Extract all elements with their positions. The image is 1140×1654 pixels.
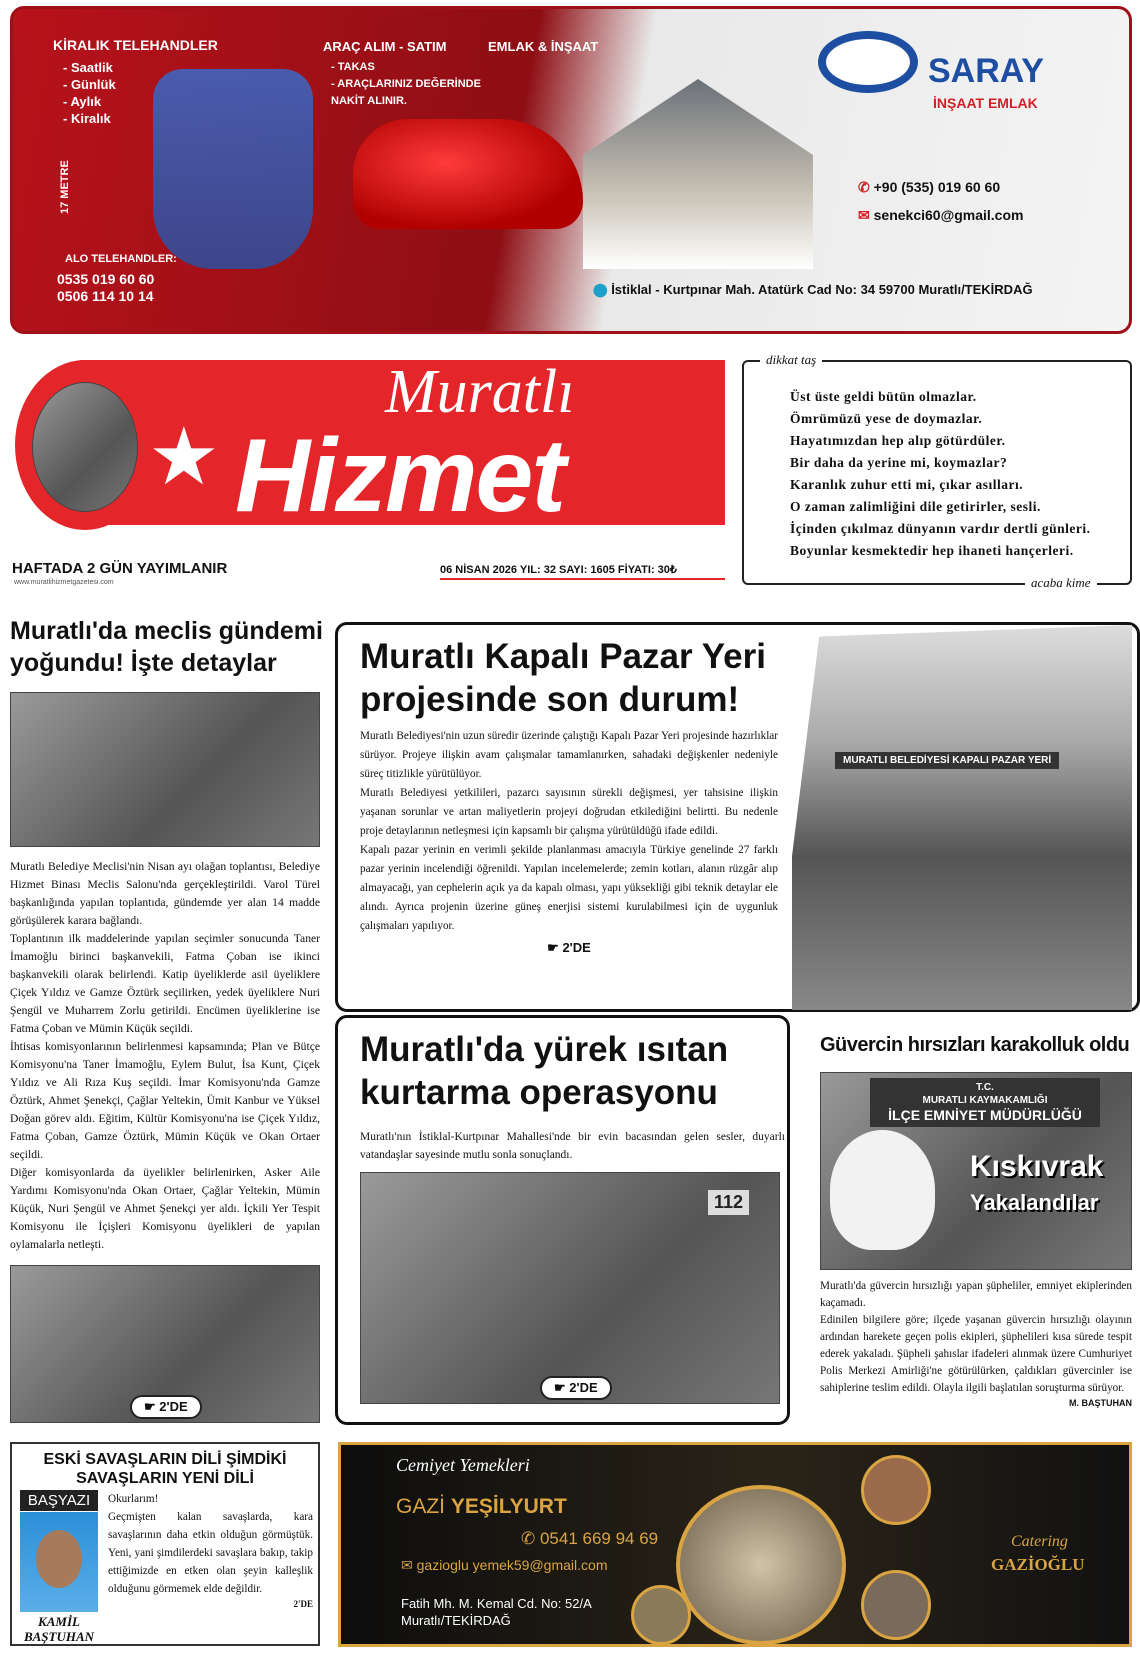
meclis-continue[interactable]: ☛ 2'DE [130, 1395, 202, 1419]
pazar-photo [792, 625, 1132, 1010]
ad-phone: ✆ +90 (535) 019 60 60 [858, 179, 1001, 195]
ad-email: ✉ senekci60@gmail.com [858, 207, 1024, 223]
ad-address: Fatih Mh. M. Kemal Cd. No: 52/A Muratlı/TEKİRDAĞ [401, 1596, 592, 1628]
food-photo-2 [861, 1455, 931, 1525]
ad-address: ⬤ İstiklal - Kurtpınar Mah. Atatürk Cad No: 34 59700 Muratlı/TEKİRDAĞ [593, 282, 1033, 297]
saray-logo-icon [818, 31, 918, 93]
basyazi-body: Okurlarım! Geçmişten kalan savaşlarda, kara savaşlarının daha etkin olduğun görmüştük. Yeni, yani şimdilerdeki savaşlara bakıp, takip ettiğimizde en etken olan şeyin kalleşlik olduğunu görmemek elde değildir. 2'DE [108, 1493, 313, 1609]
police-sign: T.C. MURATLI KAYMAKAMLIĞI İLÇE EMNİYET MÜDÜRLÜĞÜ [870, 1078, 1100, 1127]
pigeon-image [830, 1130, 935, 1250]
top-advertisement [10, 6, 1132, 334]
kurtarma-headline[interactable]: Muratlı'da yürek ısıtan kurtarma operasyonu [360, 1030, 729, 1112]
issue-info: 06 NİSAN 2026 YIL: 32 SAYI: 1605 FİYATI: 30₺ [440, 564, 677, 576]
pazar-body: Muratlı Belediyesi'nin uzun süredir üzerinde çalıştığı Kapalı Pazar Yeri projesinde hazırlıklar sürüyor. Projeye ilişkin avam çalışmalar tamamlanırken, sahadaki değişkenler nedeniyle süreç titizlikle yürütülüyor. Muratlı Belediyesi yetkilileri, pazarcı sayısının sürekli değişmesi, yer tahsisine ilişkin yaşanan sorunlar ve artan maliyetlerin projeyi doğrudan etkilediğini belirtti. Bu nedenle proje detaylarının netleşmesi için kapsamlı bir çalışma yürütüldüğü ifade edildi. Kapalı pazar yerinin en verimli şekilde planlanması amacıyla Türkiye genelinde 27 farklı pazar yerinin incelendiği öğrenildi. Yapılan incelemelerde; zemin kotları, alanın rüzgâr alıp almayacağı, yan cephelerin açık ya da kapalı olması, yapı yüksekliği gibi teknik detaylar ele alındı. Ayrıca projenin üzerine güneş enerjisi sistemi kurulabilmesi için de uygunluk çalışmaları yapılıyor. ☛ 2'DE [360, 730, 778, 955]
guvercin-body: Muratlı'da güvercin hırsızlığı yapan şüpheliler, emniyet ekiplerinden kaçamadı. Edinilen bilgilere göre; ilçede yaşanan güvercin hırsızlığı olayının ardından harekete geçen polis ekipleri, şüphelileri kısa sürede tespit ederek yakaladı. Şüpheli şahıslar ifadeleri alınmak üzere Cumhuriyet Polis Merkezi Amirliği'ne götürülürken, çaldıkları güvercinler ise sahiplerine teslim edildi. Olayla ilgili başlatılan soruşturma sürüyor. M. BAŞTUHAN [820, 1280, 1132, 1408]
basyazi-continue[interactable]: 2'DE [293, 1599, 313, 1609]
ataturk-portrait [32, 382, 138, 512]
logo-script: Muratlı [385, 358, 575, 426]
ad-col1-items: - Saatlik - Günlük - Aylık - Kiralık [63, 60, 116, 126]
overlay-1: Kıskıvrak [970, 1150, 1104, 1183]
ad-col1-title: KİRALIK TELEHANDLER [53, 37, 218, 53]
meclis-photo-1 [10, 692, 320, 847]
food-photo-3 [861, 1570, 931, 1640]
guvercin-headline[interactable]: Güvercin hırsızları karakolluk oldu [820, 1034, 1130, 1056]
ad-col2-items: - TAKAS - ARAÇLARINIZ DEĞERİNDE NAKİT ALINIR. [331, 61, 481, 107]
location-icon: ⬤ [593, 282, 608, 297]
author-name: KAMİL BAŞTUHAN [23, 1614, 95, 1644]
website[interactable]: www.muratlihizmetgazetesi.com [14, 579, 114, 586]
poem-top: dikkat taş [760, 352, 822, 368]
author-photo [20, 1512, 98, 1612]
ad-email: ✉ gazioglu yemek59@gmail.com [401, 1557, 608, 1573]
alo-label: ALO TELEHANDLER: [65, 253, 177, 265]
basyazi-headline[interactable]: ESKİ SAVAŞLARIN DİLİ ŞİMDİKİ SAVAŞLARIN YENİ DİLİ [43, 1451, 287, 1487]
bottom-advertisement [338, 1442, 1132, 1647]
brand-name: SARAY [928, 52, 1044, 90]
brand-sub: İNŞAAT EMLAK [933, 95, 1038, 111]
telehandler-image [153, 69, 313, 269]
ad-brand: GAZİOĞLU [991, 1555, 1085, 1574]
ad-name: GAZİ YEŞİLYURT [396, 1495, 567, 1518]
star-icon: ★ [148, 414, 220, 502]
height-label: 17 METRE [59, 160, 71, 214]
mail-icon: ✉ [858, 207, 870, 223]
phone-icon: ✆ [858, 179, 870, 195]
overlay-2: Yakalandılar [970, 1190, 1099, 1215]
pazar-sign: MURATLI BELEDİYESİ KAPALI PAZAR YERİ [835, 752, 1059, 769]
kurtarma-body: Muratlı'nın İstiklal-Kurtpınar Mahallesi'nde bir evin bacasından gelen sesler, duyarlı vatandaşlar sayesinde mutlu sonla sonuçlandı. [360, 1131, 785, 1161]
poem-bottom: acaba kime [1025, 575, 1097, 591]
ad-heading: Cemiyet Yemekleri [396, 1455, 530, 1475]
food-photo-1 [631, 1585, 691, 1645]
pazar-headline[interactable]: Muratlı Kapalı Pazar Yeri projesinde son durum! [360, 637, 766, 719]
basyazi-label: BAŞYAZI [20, 1490, 98, 1511]
pazar-continue[interactable]: ☛ 2'DE [535, 938, 603, 957]
ad-col2-title: ARAÇ ALIM - SATIM [323, 39, 447, 54]
truck-label: 112 [708, 1190, 749, 1215]
poem-lines: Üst üste geldi bütün olmazlar. Ömrümüzü yese de doymazlar. Hayatımızdan hep alıp götürdüler. Bir daha da yerine mi, koymazlar? Karanlık zuhur etti mi, çıkar asılları. O zaman zalimliğini dile getirirler, sesli. İçinden çıkılmaz dünyanın vardır dertli günleri. Boyunlar kesmektedir hep ihaneti hançerleri. [790, 389, 1091, 558]
kurtarma-continue[interactable]: ☛ 2'DE [540, 1376, 612, 1400]
ad-col3-title: EMLAK & İNŞAAT [488, 39, 599, 54]
ad-catering: Catering [1011, 1533, 1068, 1550]
meclis-body: Muratlı Belediye Meclisi'nin Nisan ayı olağan toplantısı, Belediye Hizmet Binası Meclis Salonu'nda gerçekleştirildi. Varol Türel başkanlığında yapılan toplantıda, gündemde yer alan 14 madde görüşülerek karara bağlandı. Toplantının ilk maddelerinde yapılan seçimler sonucunda Taner İmamoğlu birinci başkanvekili, Fatma Çoban ise ikinci başkanvekili olarak belirlendi. Katip üyeliklerde asil üyeliklere Çiçek Yıldız ve Gamze Öztürk seçilirken, yedek üyeliklere Nuri Şengül ve Muharrem Zorlu getirildi. Encümen üyeliklerine ise Fatma Çoban ve Mümin Küçük seçildi. İhtisas komisyonlarının belirlenmesi kapsamında; Plan ve Bütçe Komisyonu'na Taner İmamoğlu, Eylem Bulut, İsa Kunt, Çiçek Yıldız ve Ali Rıza Kuş seçildi. İmar Komisyonu'nda Gamze Öztürk, Ahmet Şenekçi, Çağlar Yeltekin, Ümit Kanbur ve Yüksel Doğan görev aldı. Eğitim, Kültür Komisyonu'na ise Çiçek Yıldız, Fatma Çoban, Gamze Öztürk, Mümin Küçük ve Okan Ortaer seçildi. Diğer komisyonlarda da üyelikler belirlenirken, Asker Aile Yardımı Komisyonu'nda Okan Ortaer, Çağlar Yeltekin, Mümin Küçük, Nuri Şengül ve Ahmet Şenekçi yer aldı. İçkili Yer Tespit Komisyonu ile İçişleri Komisyonu üyelikleri de yapılan oylamalarla netleşti. [10, 860, 320, 1251]
house-image [583, 79, 813, 269]
tagline: HAFTADA 2 GÜN YAYIMLANIR [12, 560, 228, 577]
ad-phone: ✆ 0541 669 94 69 [521, 1529, 659, 1548]
ad-phones: 0535 019 60 60 0506 114 10 14 [57, 271, 155, 304]
guvercin-author: M. BAŞTUHAN [1069, 1398, 1132, 1408]
divider [440, 578, 725, 580]
logo-main: Hizmet [235, 418, 564, 534]
car-image [353, 119, 583, 229]
restaurant-photo [676, 1485, 846, 1645]
meclis-headline[interactable]: Muratlı'da meclis gündemi yoğundu! İşte detaylar [10, 617, 323, 677]
